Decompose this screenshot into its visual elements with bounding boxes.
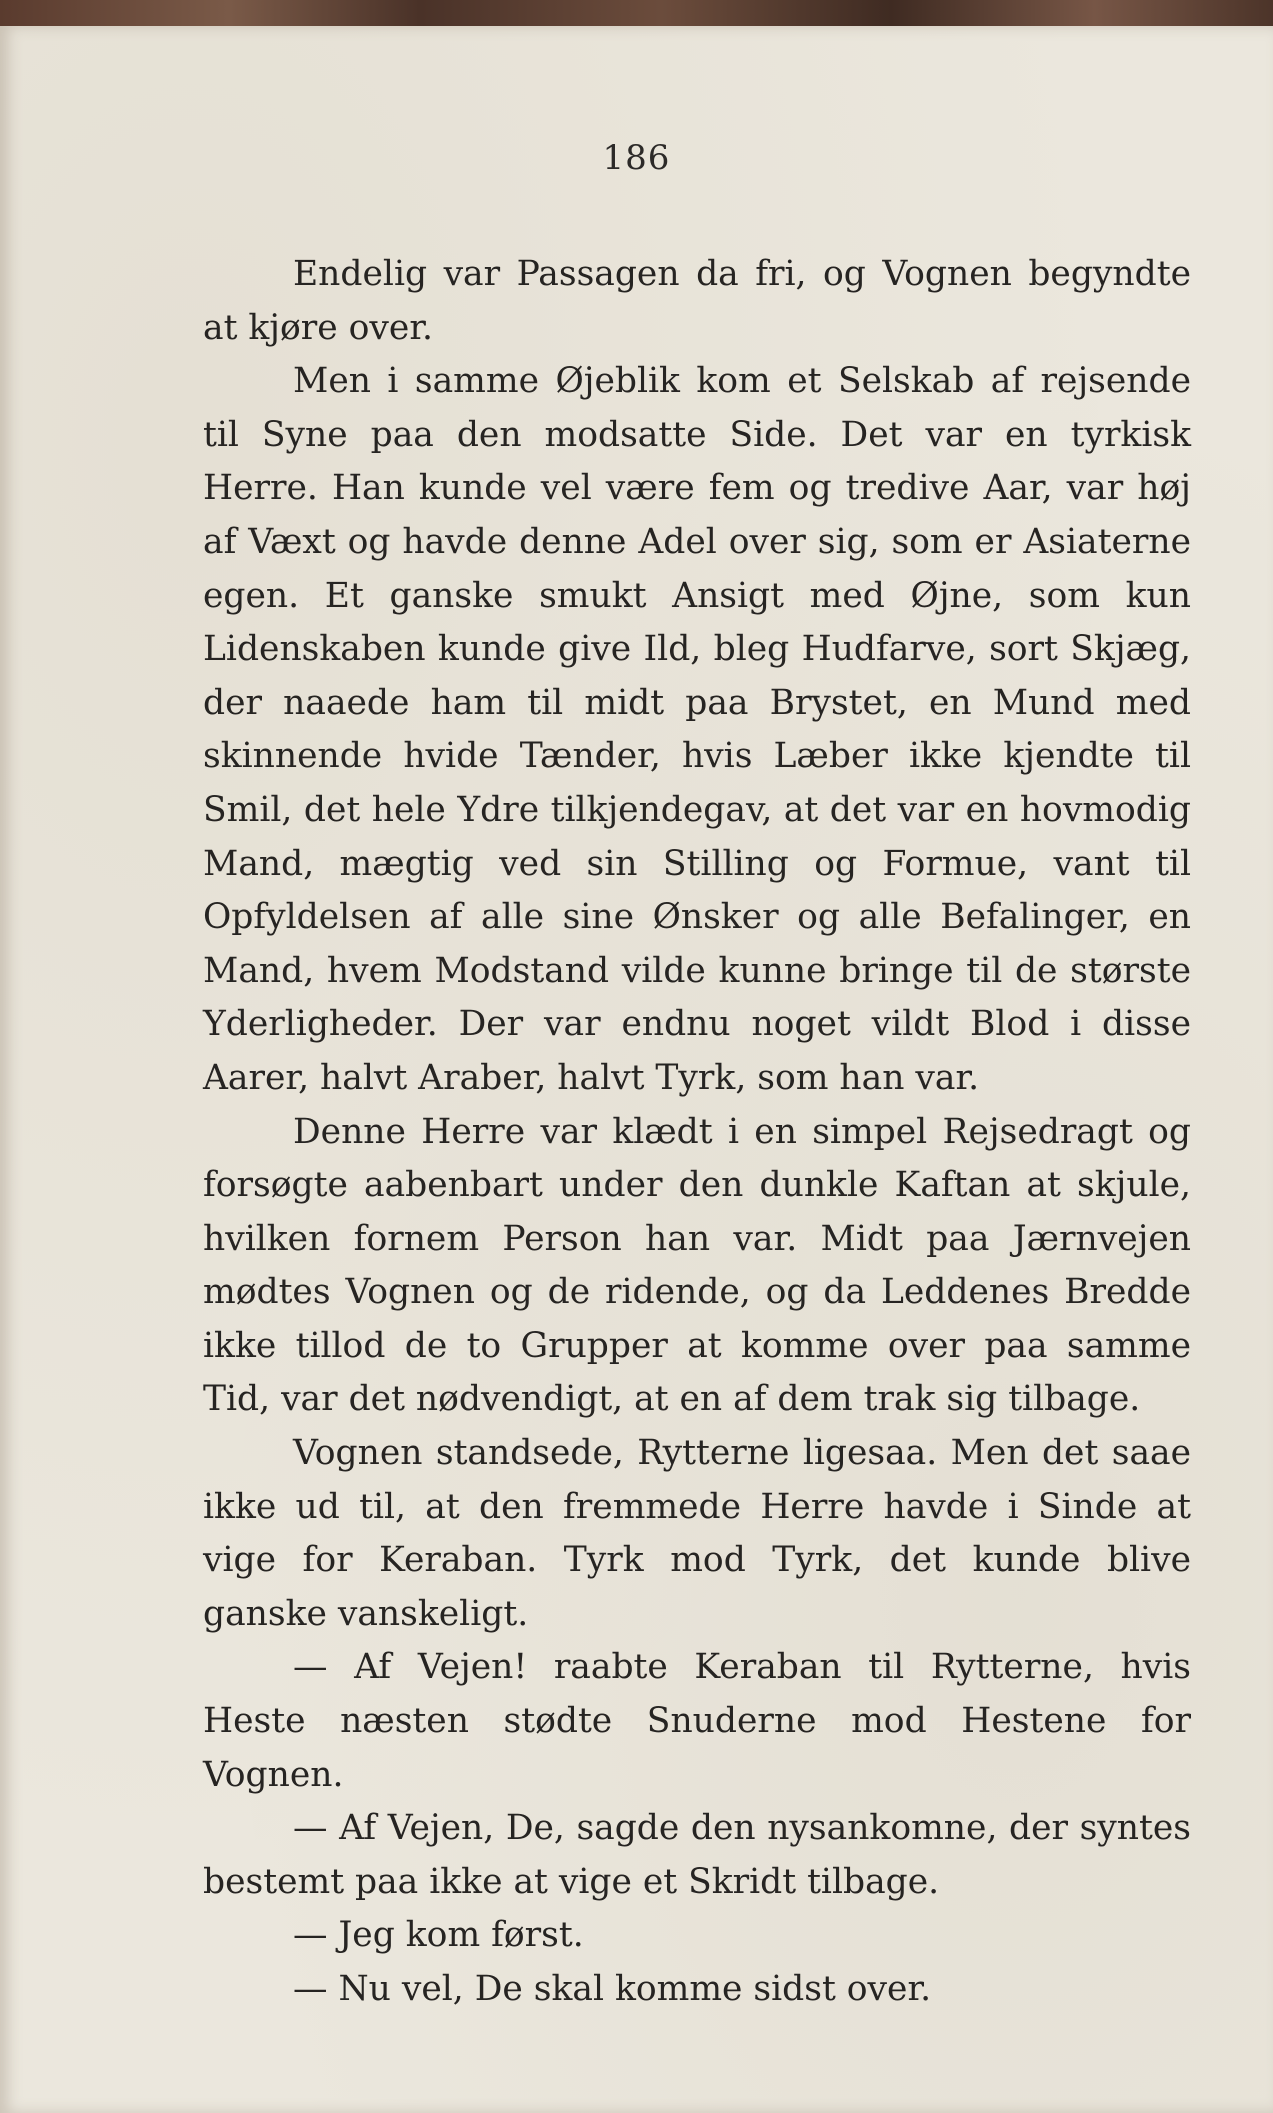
dialogue-line: — Nu vel, De skal komme sidst over. — [293, 1969, 932, 2009]
page-text — [203, 248, 1191, 2017]
book-page — [0, 26, 1273, 2113]
dialogue-line: — Jeg kom først. — [293, 1915, 584, 1956]
paragraph: Vognen standsede, Rytterne ligesaa. Men det saae ikke ud til, at den fremmede Herre havde i Sinde at vige for Keraban. Tyrk mod Tyrk, det kunde blive ganske vanskeligt. — [203, 1433, 1191, 1634]
paragraph: Men i samme Øjeblik kom et Selskab af rejsende til Syne paa den modsatte Side. Det var en tyrkisk Herre. Han kunde vel være fem og tredive Aar, var høj af Væxt og havde denne Adel over sig, som er Asiaterne egen. Et ganske smukt Ansigt med Øjne, som kun Lidenskaben kunde give Ild, bleg Hudfarve, sort Skjæg, der naaede ham til midt paa Brystet, en Mund med skinnende hvide Tænder, hvis Læber ikke kjendte til Smil, det hele Ydre tilkjendegav, at det var en hovmodig Mand, mægtig ved sin Stilling og Formue, vant til Opfyldelsen af alle sine Ønsker og alle Befalinger, en Mand, hvem Modstand vilde kunne bringe til de største Yderligheder. Der var endnu noget vildt Blod i disse Aarer, halvt Araber, halvt Tyrk, som han var. — [203, 361, 1191, 1098]
page-number: 186 — [602, 138, 671, 178]
paragraph: Denne Herre var klædt i en simpel Rejsedragt og forsøgte aabenbart under den dunkle Kaftan at skjule, hvilken fornem Person han var. Midt paa Jærnvejen mødtes Vognen og de ridende, og da Leddenes Bredde ikke tillod de to Grupper at komme over paa samme Tid, var det nødvendigt, at en af dem trak sig tilbage. — [203, 1111, 1191, 1420]
paragraph: Endelig var Passagen da fri, og Vognen begyndte at kjøre over. — [203, 254, 1191, 348]
dialogue-line: — Af Vejen! raabte Keraban til Rytterne, hvis Heste næsten stødte Snuderne mod Hestene for Vognen. — [203, 1647, 1191, 1795]
dialogue-line: — Af Vejen, De, sagde den nysankomne, der syntes bestemt paa ikke at vige et Skridt tilbage. — [203, 1808, 1191, 1902]
